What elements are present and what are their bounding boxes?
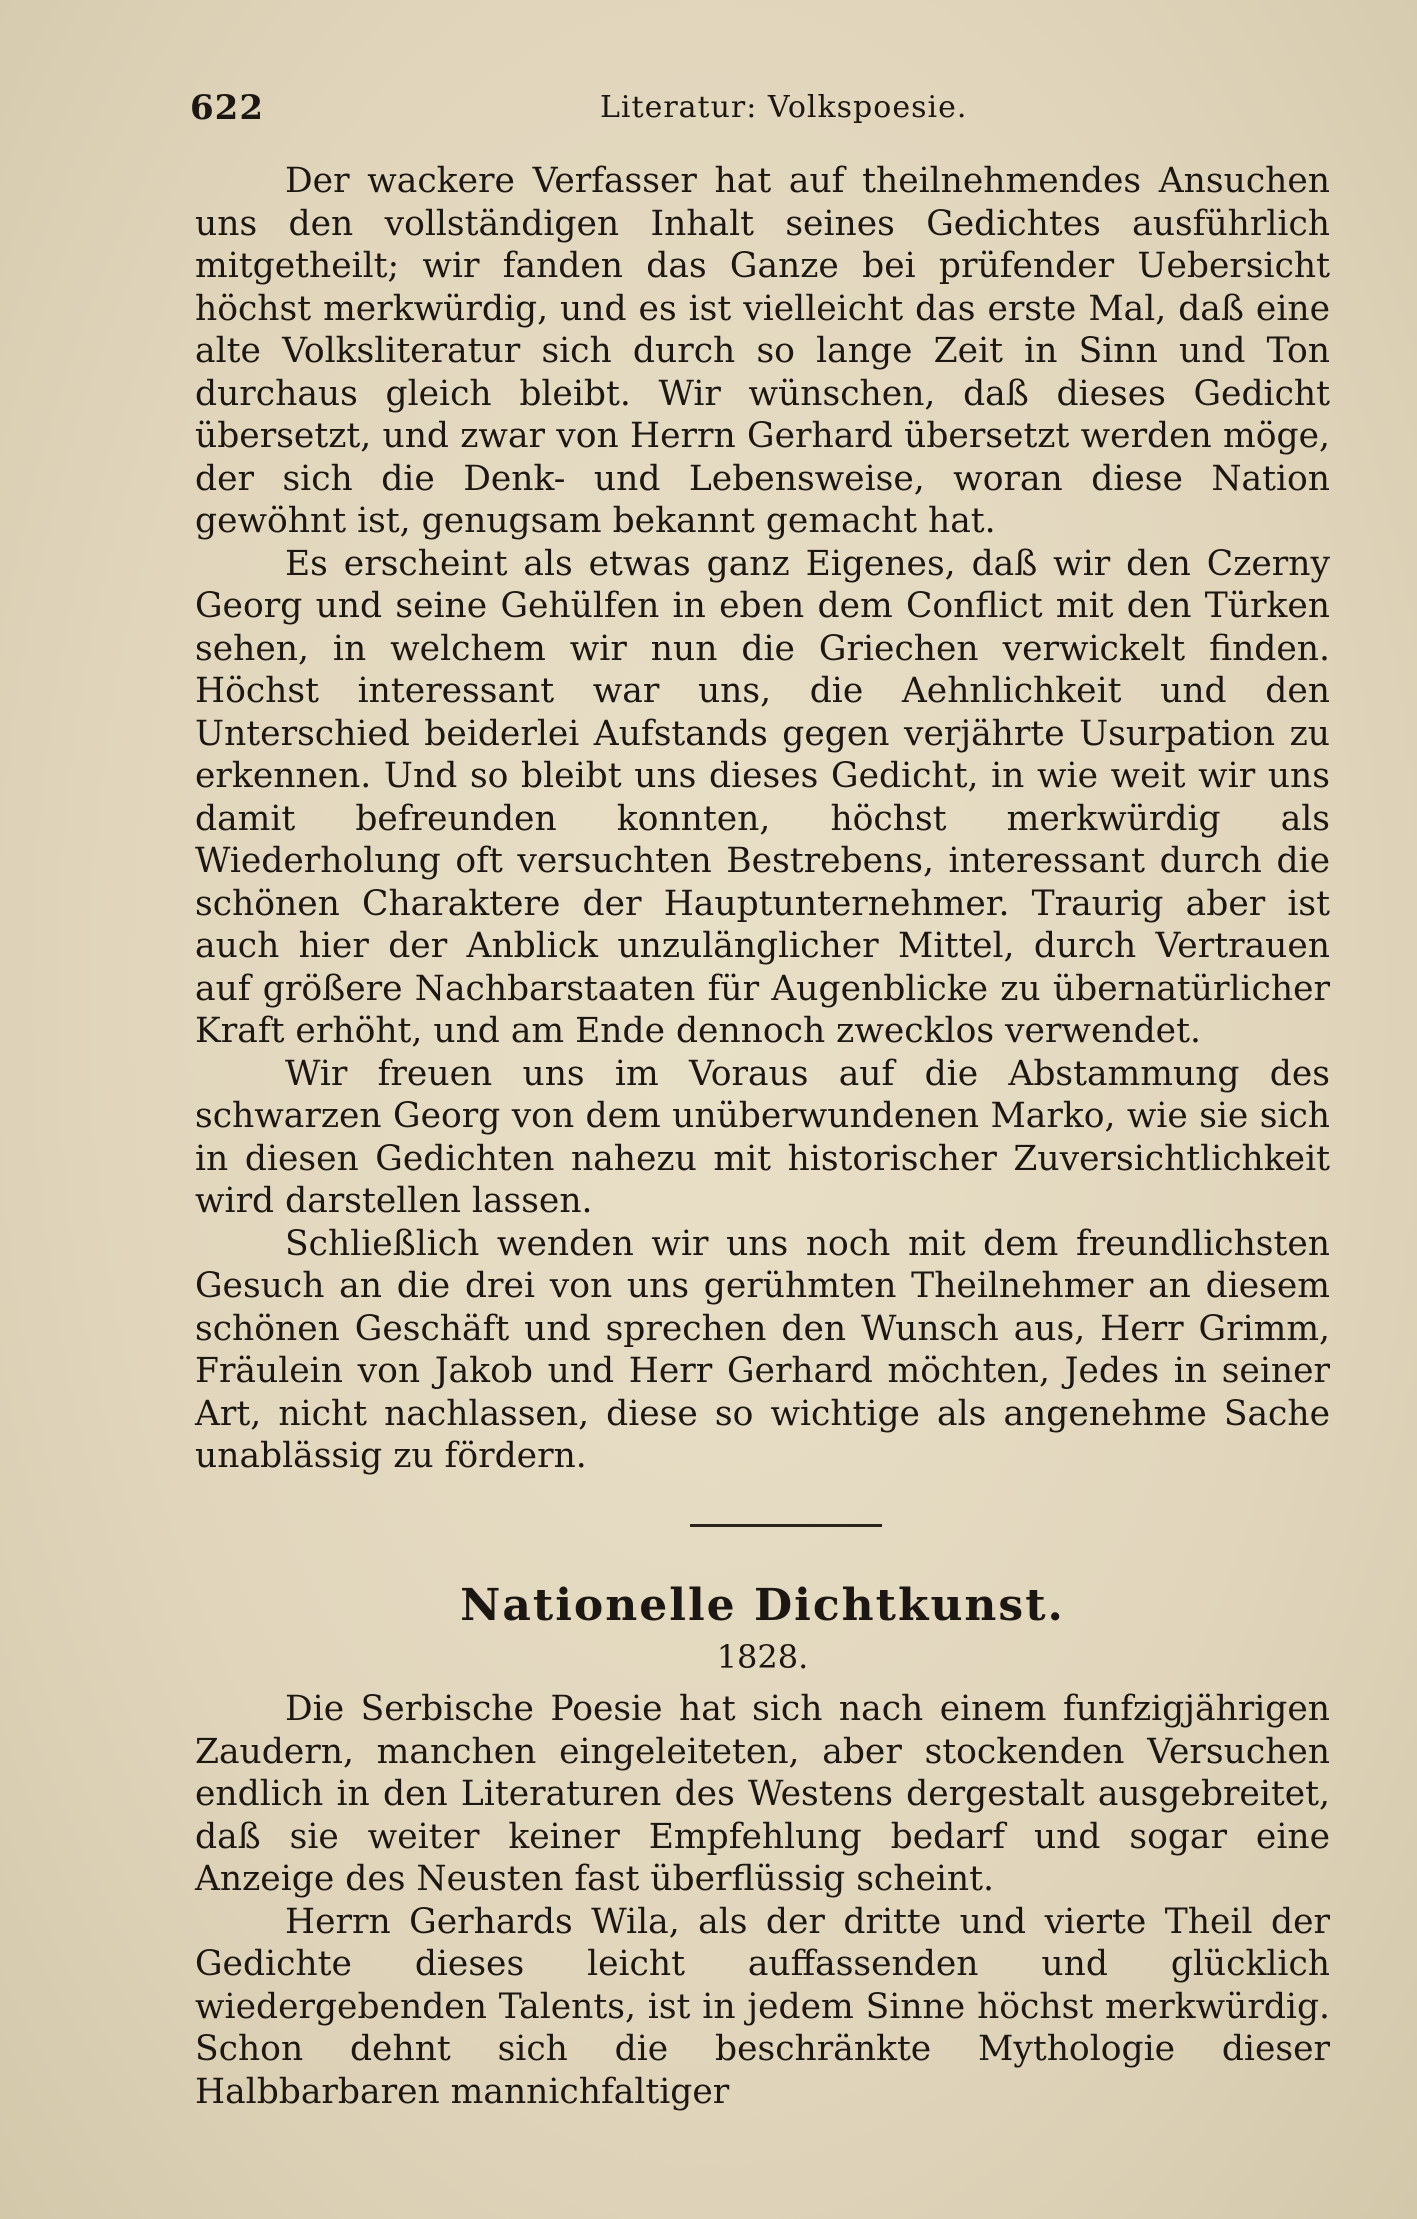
paragraph: Schließlich wenden wir uns noch mit dem freundlichsten Gesuch an die drei von uns gerühmten Theilnehmer an diesem schönen Geschäft und sprechen den Wunsch aus, Herr Grimm, Fräulein von Jakob und Herr Gerhard möchten, Jedes in seiner Art, nicht nachlassen, diese so wichtige als angenehme Sache unablässig zu fördern. xyxy=(195,1223,1330,1476)
page-number: 622 xyxy=(190,88,264,128)
section-heading: Nationelle Dichtkunst. xyxy=(460,1580,1065,1631)
section-divider xyxy=(690,1524,882,1527)
section-year: 1828. xyxy=(716,1638,809,1676)
paragraph: Die Serbische Poesie hat sich nach einem funfzigjährigen Zaudern, manchen eingeleiteten, aber stockenden Versuchen endlich in den Literaturen des Westens dergestalt ausgebreitet, daß sie weiter keiner Empfehlung bedarf und sogar eine Anzeige des Neusten fast überflüssig scheint. xyxy=(195,1689,1330,1899)
paragraph: Es erscheint als etwas ganz Eigenes, daß wir den Czerny Georg und seine Gehülfen in eben dem Conflict mit den Türken sehen, in welchem wir nun die Griechen verwickelt finden. Höchst interessant war uns, die Aehnlichkeit und den Unterschied beiderlei Aufstands gegen verjährte Usurpation zu erkennen. Und so bleibt uns dieses Gedicht, in wie weit wir uns damit befreunden konnten, höchst merkwürdig als Wiederholung oft versuchten Bestrebens, interessant durch die schönen Charaktere der Hauptunternehmer. Traurig aber ist auch hier der Anblick unzulänglicher Mittel, durch Vertrauen auf größere Nachbarstaaten für Augenblicke zu übernatürlicher Kraft erhöht, und am Ende dennoch zwecklos verwendet. xyxy=(195,543,1330,1051)
paragraph: Der wackere Verfasser hat auf theilnehmendes Ansuchen uns den vollständigen Inhalt seines Gedichtes ausführlich mitgetheilt; wir fanden das Ganze bei prüfender Uebersicht höchst merkwürdig, und es ist vielleicht das erste Mal, daß eine alte Volksliteratur sich durch so lange Zeit in Sinn und Ton durchaus gleich bleibt. Wir wünschen, daß dieses Gedicht übersetzt, und zwar von Herrn Gerhard übersetzt werden möge, der sich die Denk- und Lebensweise, woran diese Nation gewöhnt ist, genugsam bekannt gemacht hat. xyxy=(195,161,1330,541)
paragraph: Wir freuen uns im Voraus auf die Abstammung des schwarzen Georg von dem unüberwundenen Marko, wie sie sich in diesen Gedichten nahezu mit historischer Zuversichtlichkeit wird darstellen lassen. xyxy=(195,1053,1330,1221)
section-body xyxy=(195,1688,1330,2113)
running-title: Literatur: Volkspoesie. xyxy=(600,90,968,125)
page-header xyxy=(190,88,1330,138)
paragraph: Herrn Gerhards Wila, als der dritte und vierte Theil der Gedichte dieses leicht auffassenden und glücklich wiedergebenden Talents, ist in jedem Sinne höchst merkwürdig. Schon dehnt sich die beschränkte Mythologie dieser Halbbarbaren mannichfaltiger xyxy=(195,1901,1330,2112)
section-body xyxy=(195,160,1330,1478)
